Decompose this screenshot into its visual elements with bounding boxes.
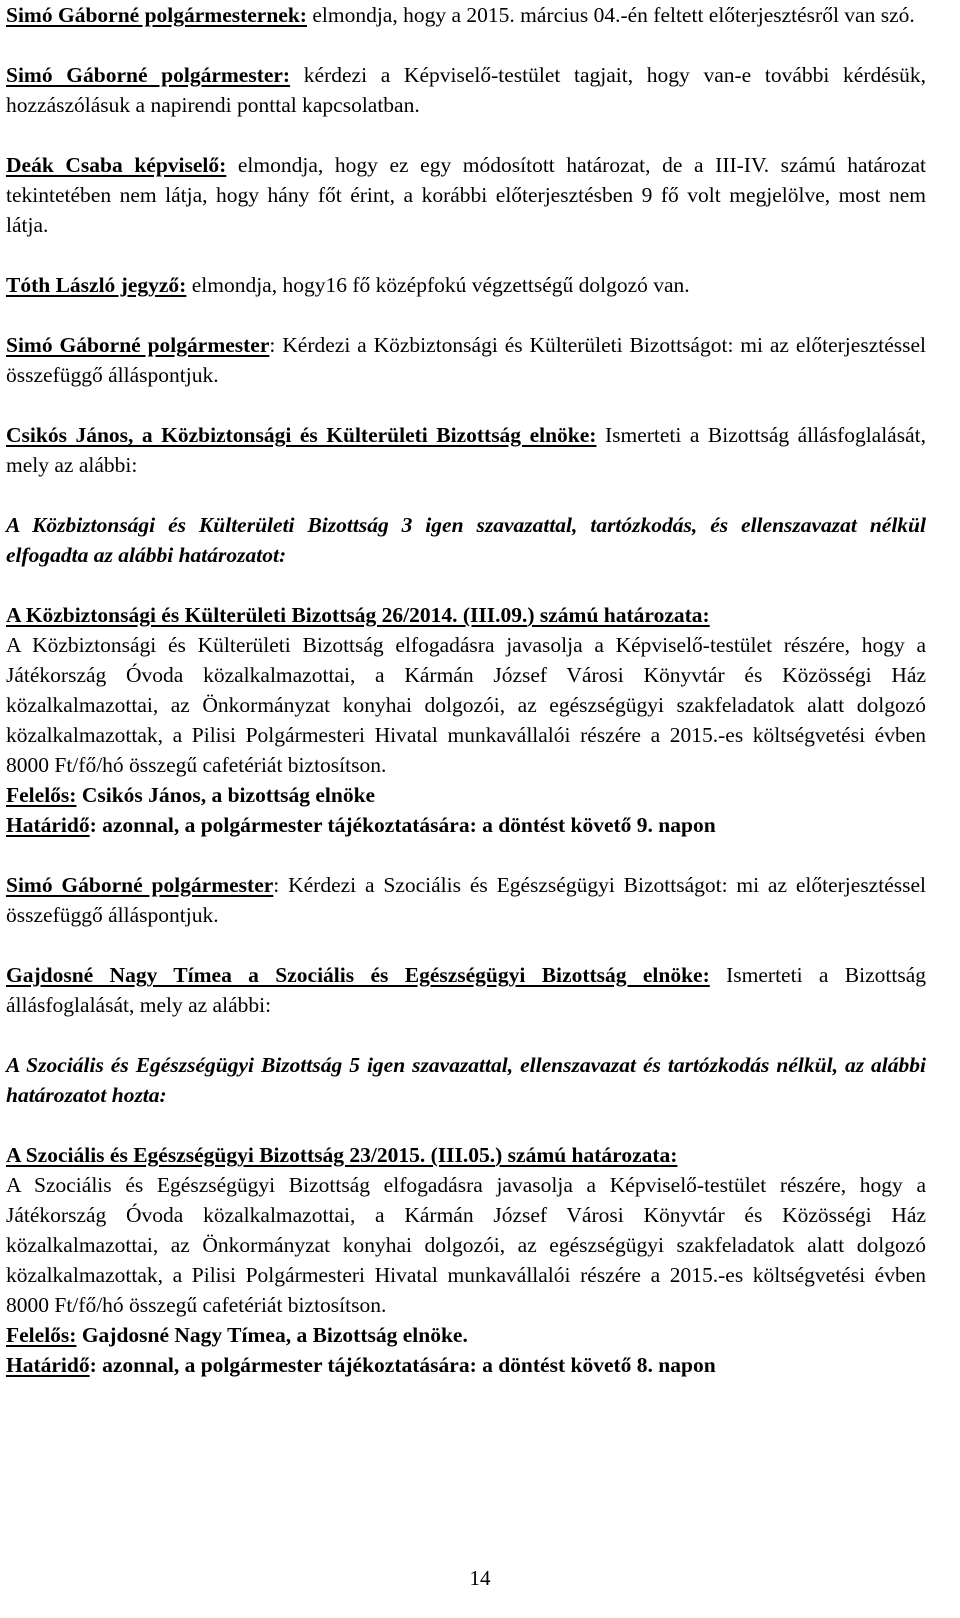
resolution-responsible <box>6 780 926 810</box>
resolution-social-committee <box>6 1140 926 1380</box>
paragraph-notary-answer <box>6 270 926 300</box>
speaker-name: Simó Gáborné polgármester: <box>6 63 291 87</box>
speaker-name: Gajdosné Nagy Tímea a Szociális és Egészségügyi Bizottság elnöke: <box>6 963 710 987</box>
paragraph-text: Ismerteti a Bizottság állásfoglalását, mely az alábbi: <box>6 963 927 1017</box>
resolution-title <box>6 1140 926 1170</box>
deadline-value: : azonnal, a polgármester tájékoztatására: a döntést követő 8. napon <box>89 1353 716 1377</box>
deadline-label: Határidő <box>6 1353 90 1377</box>
speaker-name: Simó Gáborné polgármester <box>6 873 274 897</box>
paragraph-security-committee-chair <box>6 420 926 480</box>
paragraph-representative-comment <box>6 150 926 240</box>
paragraph-text: elmondja, hogy a 2015. március 04.-én feltett előterjesztésről van szó. <box>306 3 915 27</box>
speaker-name: Simó Gáborné polgármesternek: <box>6 3 307 27</box>
responsible-value: Gajdosné Nagy Tímea, a Bizottság elnöke. <box>76 1323 468 1347</box>
resolution-deadline <box>6 810 926 840</box>
resolution-title-number: A Közbiztonsági és Külterületi Bizottság 26/2014. (III.09. <box>6 603 528 627</box>
paragraph-security-committee-vote: A Közbiztonsági és Külterületi Bizottság 3 igen szavazattal, tartózkodás, és ellenszavazat nélkül elfogadta az alábbi határozatot: <box>6 513 926 567</box>
paragraph-mayor-asks-security-committee <box>6 330 926 390</box>
resolution-responsible <box>6 1320 926 1350</box>
resolution-security-committee <box>6 600 926 840</box>
paragraph-mayor-statement <box>6 0 926 30</box>
resolution-title-suffix: ) számú határozata: <box>527 603 710 627</box>
paragraph-text: elmondja, hogy16 fő középfokú végzettségű dolgozó van. <box>186 273 690 297</box>
resolution-title-suffix: ) számú határozata: <box>495 1143 678 1167</box>
resolution-title <box>6 600 926 630</box>
paragraph-text: : Kérdezi a Közbiztonsági és Külterületi Bizottságot: mi az előterjesztéssel összefüggő álláspontjuk. <box>6 333 927 387</box>
paragraph-mayor-asks-social-committee <box>6 870 926 930</box>
document-page <box>6 0 926 1380</box>
speaker-name: Tóth László jegyző: <box>6 273 187 297</box>
deadline-value: : azonnal, a polgármester tájékoztatására: a döntést követő 9. napon <box>89 813 716 837</box>
paragraph-text: kérdezi a Képviselő-testület tagjait, hogy van-e további kérdésük, hozzászólásuk a napirendi ponttal kapcsolatban. <box>6 63 927 117</box>
resolution-body: A Szociális és Egészségügyi Bizottság elfogadásra javasolja a Képviselő-testület részére, hogy a Játékország Óvoda közalkalmazottai, a Kármán József Városi Könyvtár és Közösségi Ház közalkalmazottai, az Önkormányzat konyhai dolgozói, az egészségügyi szakfeladatok alatt dolgozó közalkalmazottak, a Pilisi Polgármesteri Hivatal munkavállalói részére a 2015.-es költségvetési évben 8000 Ft/fő/hó összegű cafetériát biztosítson. <box>6 1173 926 1317</box>
resolution-title-number: A Szociális és Egészségügyi Bizottság 23/2015. (III.05. <box>6 1143 496 1167</box>
paragraph-social-committee-vote: A Szociális és Egészségügyi Bizottság 5 igen szavazattal, ellenszavazat és tartózkodás nélkül, az alábbi határozatot hozta: <box>6 1053 926 1107</box>
paragraph-text: Ismerteti a Bizottság állásfoglalását, mely az alábbi: <box>6 423 926 477</box>
responsible-label: Felelős: <box>6 783 77 807</box>
responsible-label: Felelős: <box>6 1323 77 1347</box>
speaker-name: Csikós János, a Közbiztonsági és Külterületi Bizottság elnöke: <box>6 423 597 447</box>
speaker-name: Simó Gáborné polgármester <box>6 333 270 357</box>
resolution-body: A Közbiztonsági és Külterületi Bizottság elfogadásra javasolja a Képviselő-testület részére, hogy a Játékország Óvoda közalkalmazottai, a Kármán József Városi Könyvtár és Közösségi Ház közalkalmazottai, az Önkormányzat konyhai dolgozói, az egészségügyi szakfeladatok alatt dolgozó közalkalmazottak, a Pilisi Polgármesteri Hivatal munkavállalói részére a 2015.-es költségvetési évben 8000 Ft/fő/hó összegű cafetériát biztosítson. <box>6 633 926 777</box>
page-number: 14 <box>469 1566 491 1590</box>
paragraph-mayor-question <box>6 60 926 120</box>
paragraph-text: elmondja, hogy ez egy módosított határozat, de a III-IV. számú határozat tekintetében nem látja, hogy hány főt érint, a korábbi előterjesztésben 9 fő volt megjelölve, most nem látja. <box>6 153 926 237</box>
paragraph-social-committee-chair <box>6 960 926 1020</box>
deadline-label: Határidő <box>6 813 90 837</box>
resolution-deadline <box>6 1350 926 1380</box>
speaker-name: Deák Csaba képviselő: <box>6 153 227 177</box>
paragraph-text: : Kérdezi a Szociális és Egészségügyi Bizottságot: mi az előterjesztéssel összefüggő álláspontjuk. <box>6 873 926 927</box>
responsible-value: Csikós János, a bizottság elnöke <box>76 783 376 807</box>
